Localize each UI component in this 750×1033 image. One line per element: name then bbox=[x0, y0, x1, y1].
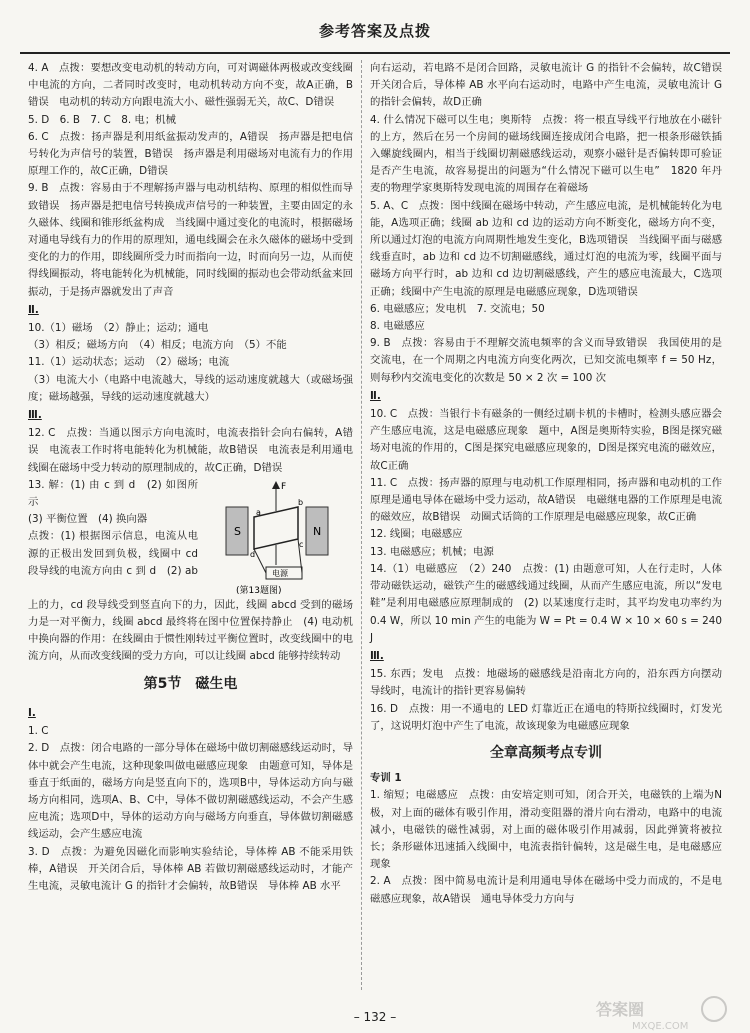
svg-text:MXQE.COM: MXQE.COM bbox=[632, 1021, 689, 1031]
label-n: N bbox=[313, 524, 322, 538]
section-mark-2: Ⅱ. bbox=[28, 303, 39, 316]
answer-item: 10.（1）磁场 （2）静止；运动；通电 bbox=[28, 322, 209, 335]
answer-item: 1. 缩短；电磁感应 点拨：由安培定则可知，闭合开关，电磁铁的上端为N极，对上面的磁体有吸引作用，滑动变阻器的滑片向右滑动，电路中的电流减小，电磁铁的磁性减弱，对上面的磁体吸引作用减弱，因此弹簧将被拉长；条形磁体迅速插入线圈中，电流表指针偏转，这是磁生电，是电磁感应现象 bbox=[370, 789, 722, 871]
answer-item: 11. C 点拨：扬声器的原理与电动机工作原理相同，扬声器和电动机的工作原理是通电导体在磁场中受力运动，故A错误 电磁继电器的工作原理是电流的磁效应，故B错误 动圈式话筒的工作原理是电磁感应现象，故C正确 bbox=[370, 476, 722, 524]
answer-item: 15. 东西；发电 点拨：地磁场的磁感线是沿南北方向的，沿东西方向摆动导线时，电流计的指针更容易偏转 bbox=[370, 668, 722, 698]
answer-item: 3. D 点拨：为避免因磁化而影响实验结论，导体棒 AB 不能采用铁棒，A错误 开关闭合后，导体棒 AB 若做切割磁感线运动时，才能产生电流，灵敏电流计 G 的指针才会偏转，故B错误 导体棒 AB 水平 bbox=[28, 845, 353, 892]
answer-item: 9. B 点拨：容易由于不理解交流电频率的含义而导致错误 我国使用的是交流电，在一个周期之内电流方向变化两次，已知交流电频率 f = 50 Hz，则每秒内交流电变化的次数是 50 × 2 次 = 100 次 bbox=[370, 337, 722, 384]
answer-item: 9. B 点拨：容易由于不理解扬声器与电动机结构、原理的相似性而导致错误 扬声器是把电信号转换成声信号的一种装置，主要由固定的永久磁体、线圈和锥形纸盆构成 当线圈中通过变化的电流时，根据磁场对通电导线有力的作用的原理知，通电线圈会在永久磁体的磁场中受到变化的力的作用，即线圈所受力时而指向一边，时而向另一边，从而使得线圈振动，将电能转化为机械能，同时线圈的振动也会带动纸盆来回振动，于是扬声器就发出了声音 bbox=[28, 182, 353, 298]
answer-item: 4. 什么情况下磁可以生电；奥斯特 点拨：将一根直导线平行地放在小磁针的上方，然后在另一个房间的磁场线圈连接成闭合电路，把一根条形磁铁插入螺旋线圈内，相当于线圈切割磁感线运动，观察小磁针是否偏转即可验证是否产生电流，故容易提出的问题为“什么情况下磁可以生电” 1820 年丹麦的物理学家奥斯特发现电流的周围存在着磁场 bbox=[370, 113, 722, 195]
section-mark-3: Ⅲ. bbox=[370, 649, 384, 662]
page-header bbox=[20, 14, 730, 54]
watermark-logo bbox=[592, 995, 742, 1031]
answer-item: 6. 电磁感应；发电机 7. 交流电；50 bbox=[370, 302, 545, 315]
answer-item: 5. D 6. B 7. C 8. 电；机械 bbox=[28, 113, 176, 126]
answer-item: 2. A 点拨：图中简易电流计是利用通电导体在磁场中受力而成的，不是电磁感应现象，故A错误 通电导体受力方向与 bbox=[370, 875, 722, 905]
section-mark-3: Ⅲ. bbox=[28, 409, 42, 422]
answer-item: (3) 平衡位置 (4) 换向器 bbox=[28, 513, 148, 526]
left-column bbox=[28, 60, 353, 895]
page-title: 参考答案及点拨 bbox=[318, 22, 431, 40]
answer-item: 4. A 点拨：要想改变电动机的转动方向，可对调磁体两极或改变线圈中电流的方向，二者同时改变时，电动机转动方向不变，故A正确，B错误 电动机的转动方向跟电流大小、磁性强弱无关，故C、D错误 bbox=[28, 62, 353, 109]
answer-item: 6. C 点拨：扬声器是利用纸盆振动发声的，A错误 扬声器是把电信号转化为声信号的装置，B错误 扬声器是利用磁场对电流有力的作用原理工作的，故C正确，D错误 bbox=[28, 130, 353, 178]
answer-item: 点拨：(1) 根据图示信息，电流从电源的正极出发回到负极，线圈中 cd 段导线的电流方向由 c 到 d (2) ab bbox=[28, 530, 198, 577]
arrowhead bbox=[272, 481, 280, 489]
answer-item: 5. A、C 点拨：图中线圈在磁场中转动，产生感应电流，是机械能转化为电能，A选项正确；线圈 ab 边和 cd 边的运动方向不断变化，磁场方向不变，所以通过灯泡的电流方向周期性地发生变化，B选项错误 当线圈平面与磁感线垂直时，ab 边和 cd 边不切割磁感线，通过灯泡的电流为零，线圈平面与磁场方向平行时，ab 边和 cd 边切割磁感线，产生的感应电流最大，C选项正确；线圈中产生电流的原理是电磁感应现象，D选项错误 bbox=[370, 199, 722, 298]
label-f: F bbox=[281, 481, 287, 492]
figure-caption: (第13题图) bbox=[236, 585, 282, 596]
answer-item: 上的力，cd 段导线受到竖直向下的力，因此，线圈 abcd 受到的磁场力是一对平衡力，线圈 abcd 最终将在图中位置保持静止 (4) 电动机中换向器的作用：在线圈由于惯性刚转过平衡位置时，改变线圈中的电流方向，从而改变线圈的受力方向，可以让线圈 abcd 能够持续转动 bbox=[28, 598, 353, 663]
answer-item: 2. D 点拨：闭合电路的一部分导体在磁场中做切割磁感线运动时，导体中就会产生电流，这种现象叫做电磁感应现象 由题意可知，导体是垂直于纸面的，磁场方向是竖直向下的，选项B中，导体运动方向与磁场方向相同，选项A、B、C中，导体不做切割磁感线运动，不会产生感应电流；选项D中，导体的运动方向与磁场方向垂直，导体做切割磁感线运动，会产生感应电流 bbox=[28, 742, 353, 841]
answer-item: 16. D 点拨：用一不通电的 LED 灯靠近正在通电的特斯拉线圈时，灯发光了，这说明灯泡中产生了电流，故该现象为电磁感应现象 bbox=[370, 702, 722, 732]
section-mark-2: Ⅱ. bbox=[370, 389, 381, 402]
section-title: 第5节 磁生电 bbox=[143, 675, 238, 692]
answer-item: 10. C 点拨：当银行卡有磁条的一侧经过刷卡机的卡槽时，检测头感应器会产生感应电流，这是电磁感应现象 题中，A图是奥斯特实验，B图是探究磁场对电流的作用的，C图是探究电磁感应现象的，D图是探究电流的磁效应，故C正确 bbox=[370, 408, 722, 472]
label-s: S bbox=[234, 524, 241, 538]
answer-item: 12. C 点拨：当通以图示方向电流时，电流表指针会向右偏转，A错误 电流表工作时将电能转化为机械能，故B错误 电流表是利用通电线圈在磁场中受力转动的原理制成的，故C正确，D错误 bbox=[28, 427, 353, 474]
label-b: b bbox=[298, 497, 304, 507]
answer-item: 12. 线圈；电磁感应 bbox=[370, 528, 463, 541]
label-a: a bbox=[256, 507, 261, 517]
label-d: d bbox=[250, 549, 256, 559]
answer-item: 向右运动，若电路不是闭合回路，灵敏电流计 G 的指针不会偏转，故C错误 开关闭合后，导体棒 AB 水平向右运动时，电路中产生电流，灵敏电流计 G 的指针会偏转，故D正确 bbox=[370, 62, 733, 109]
answer-item: 11.（1）运动状态；运动 （2）磁场；电流 bbox=[28, 356, 230, 369]
q13-block bbox=[28, 477, 353, 597]
page-number: – 132 – bbox=[353, 1010, 397, 1024]
column-divider bbox=[361, 60, 362, 990]
section-title: 全章高频考点专训 bbox=[490, 744, 602, 761]
section-mark-1: Ⅰ. bbox=[28, 706, 36, 719]
subsection-title: 专训 1 bbox=[370, 772, 402, 785]
answer-item: 1. C bbox=[28, 725, 49, 738]
answer-item: 13. 电磁感应；机械；电源 bbox=[370, 545, 494, 558]
q13-text bbox=[28, 477, 198, 581]
answer-item: （3）电流大小（电路中电流越大，导线的运动速度就越大（或磁场强度；磁场越强，导线的运动速度就越大） bbox=[28, 373, 353, 403]
answer-item: 13. 解：(1) 由 c 到 d (2) 如图所示 bbox=[28, 478, 198, 509]
answer-item: （3）相反；磁场方向 （4）相反；电流方向 （5）不能 bbox=[28, 339, 287, 352]
wire bbox=[254, 549, 266, 573]
answer-item: 8. 电磁感应 bbox=[370, 320, 425, 333]
svg-text:答案圈: 答案圈 bbox=[596, 1000, 645, 1019]
label-c: c bbox=[299, 539, 304, 549]
power-label: 电源 bbox=[272, 568, 288, 578]
answer-item: 14.（1）电磁感应 （2）240 点拨：(1) 由题意可知，人在行走时，人体带动磁铁运动，磁铁产生的磁感线通过线圈，从而产生感应电流，所以“发电鞋”是利用电磁感应原理制成的 (2) 以某速度行走时，其平均发电功率约为 0.4 W，所以 10 min 产生的电能为 W = Pt = 0.4 W × 10 × 60 s = 240 J bbox=[370, 562, 722, 644]
motor-diagram bbox=[206, 477, 351, 597]
right-column bbox=[370, 60, 733, 908]
